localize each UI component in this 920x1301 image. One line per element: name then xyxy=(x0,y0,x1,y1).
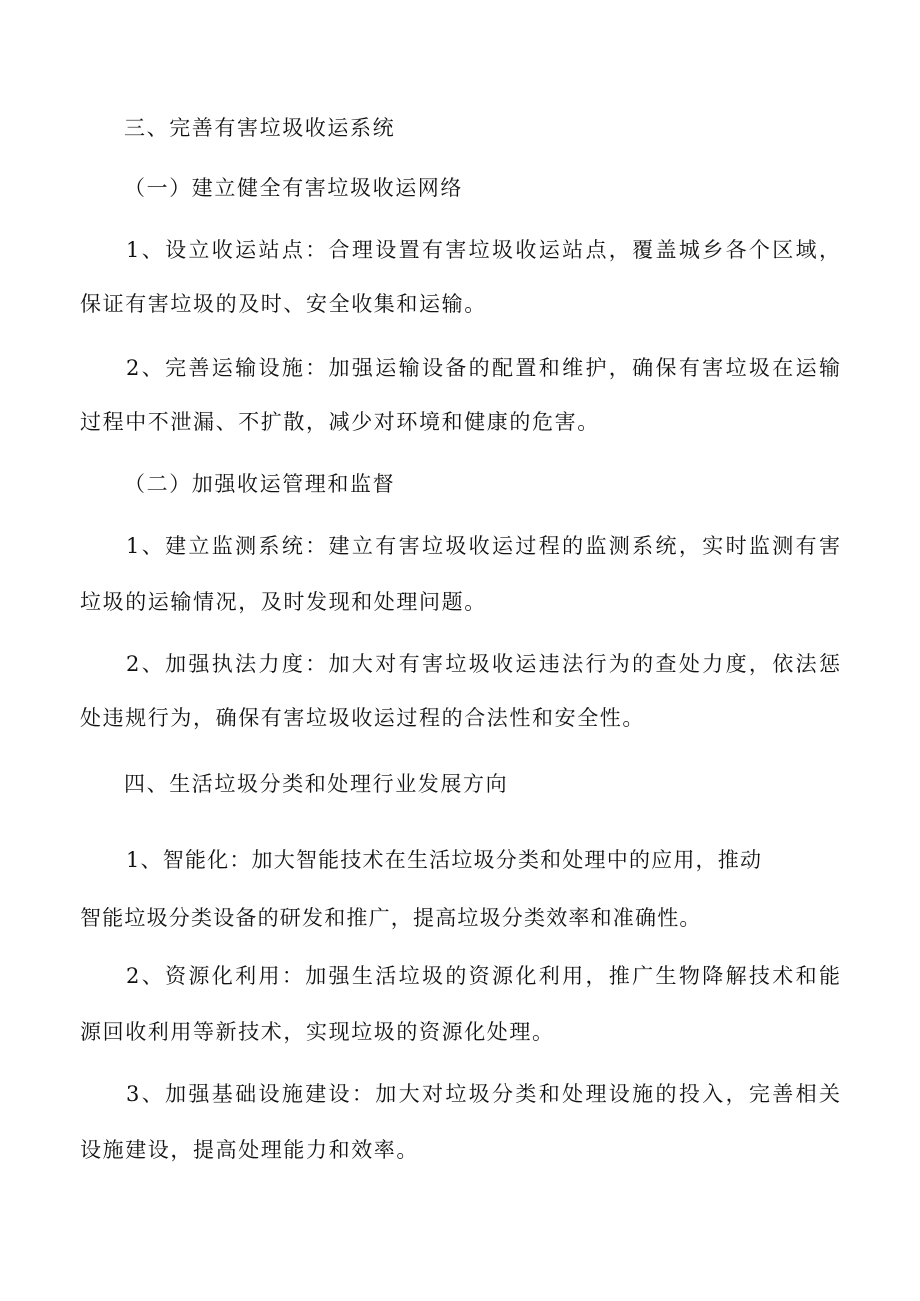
paragraph-line: 智能垃圾分类设备的研发和推广，提高垃圾分类效率和准确性。 xyxy=(80,906,702,930)
paragraph-line: 垃圾的运输情况，及时发现和处理问题。 xyxy=(80,590,487,614)
subsection-heading-3-1: （一）建立健全有害垃圾收运网络 xyxy=(124,176,463,200)
paragraph-line: 2、加强执法力度：加大对有害垃圾收运违法行为的查处力度，依法惩 xyxy=(126,652,840,676)
paragraph-line: 1、智能化：加大智能技术在生活垃圾分类和处理中的应用，推动 xyxy=(126,848,763,872)
paragraph-line: 过程中不泄漏、不扩散，减少对环境和健康的危害。 xyxy=(80,410,600,434)
paragraph-line: 3、加强基础设施建设：加大对垃圾分类和处理设施的投入，完善相关 xyxy=(126,1082,840,1106)
paragraph-line: 1、设立收运站点：合理设置有害垃圾收运站点，覆盖城乡各个区域， xyxy=(126,238,840,262)
paragraph-line: 源回收利用等新技术，实现垃圾的资源化处理。 xyxy=(80,1020,555,1044)
section-heading-3: 三、完善有害垃圾收运系统 xyxy=(124,116,396,140)
section-heading-4: 四、生活垃圾分类和处理行业发展方向 xyxy=(124,772,509,796)
paragraph-line: 2、资源化利用：加强生活垃圾的资源化利用，推广生物降解技术和能 xyxy=(126,964,840,988)
paragraph-line: 设施建设，提高处理能力和效率。 xyxy=(80,1138,419,1162)
paragraph-line: 保证有害垃圾的及时、安全收集和运输。 xyxy=(80,292,487,316)
paragraph-line: 处违规行为，确保有害垃圾收运过程的合法性和安全性。 xyxy=(80,706,645,730)
paragraph-line: 2、完善运输设施：加强运输设备的配置和维护，确保有害垃圾在运输 xyxy=(126,356,840,380)
subsection-heading-3-2: （二）加强收运管理和监督 xyxy=(124,472,396,496)
paragraph-line: 1、建立监测系统：建立有害垃圾收运过程的监测系统，实时监测有害 xyxy=(126,534,840,558)
